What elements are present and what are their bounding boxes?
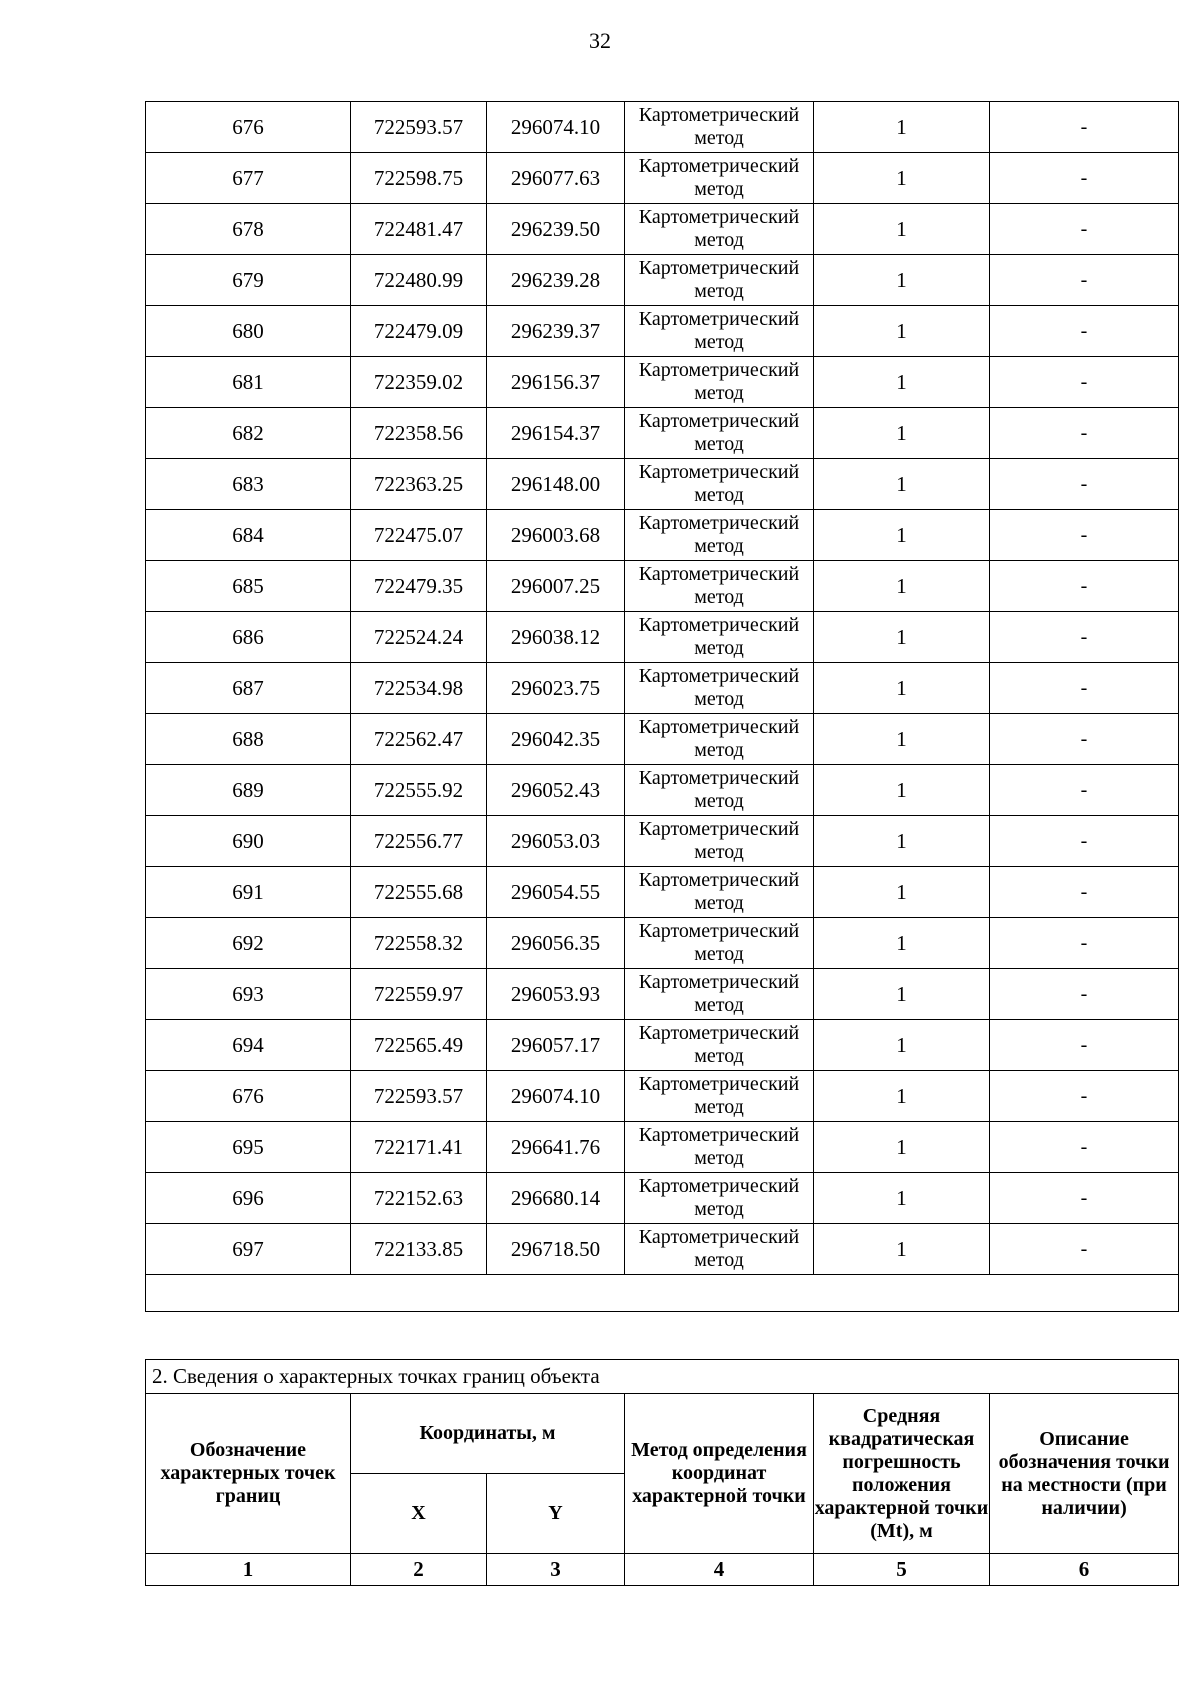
cell-point: 678: [146, 204, 351, 255]
cell-point: 695: [146, 1122, 351, 1173]
cell-error: 1: [814, 1071, 990, 1122]
cell-point: 684: [146, 510, 351, 561]
cell-error: 1: [814, 1224, 990, 1275]
cell-error: 1: [814, 1020, 990, 1071]
table-row: [146, 816, 1179, 867]
cell-y: 296074.10: [487, 102, 625, 153]
cell-error: 1: [814, 204, 990, 255]
cell-error: 1: [814, 153, 990, 204]
cell-description: -: [990, 612, 1179, 663]
cell-x: 722524.24: [351, 612, 487, 663]
cell-x: 722558.32: [351, 918, 487, 969]
cell-error: 1: [814, 408, 990, 459]
cell-method: Картометрический метод: [625, 663, 814, 714]
cell-x: 722598.75: [351, 153, 487, 204]
header-point: Обозначение характерных точек границ: [146, 1394, 351, 1554]
cell-description: -: [990, 204, 1179, 255]
table-row: [146, 612, 1179, 663]
cell-x: 722565.49: [351, 1020, 487, 1071]
cell-method: Картометрический метод: [625, 255, 814, 306]
cell-method: Картометрический метод: [625, 1224, 814, 1275]
page-number: 32: [589, 28, 611, 53]
column-number: 1: [146, 1554, 351, 1586]
table-row: [146, 1224, 1179, 1275]
cell-x: 722152.63: [351, 1173, 487, 1224]
header-x: X: [351, 1474, 487, 1554]
cell-y: 296154.37: [487, 408, 625, 459]
cell-description: -: [990, 969, 1179, 1020]
cell-point: 697: [146, 1224, 351, 1275]
table-row: [146, 102, 1179, 153]
cell-point: 681: [146, 357, 351, 408]
header-y: Y: [487, 1474, 625, 1554]
table-row: [146, 1020, 1179, 1071]
cell-error: 1: [814, 816, 990, 867]
cell-error: 1: [814, 561, 990, 612]
cell-point: 689: [146, 765, 351, 816]
table-row: [146, 357, 1179, 408]
cell-x: 722562.47: [351, 714, 487, 765]
cell-method: Картометрический метод: [625, 1020, 814, 1071]
table-row: [146, 714, 1179, 765]
cell-y: 296057.17: [487, 1020, 625, 1071]
cell-point: 696: [146, 1173, 351, 1224]
cell-error: 1: [814, 918, 990, 969]
cell-x: 722556.77: [351, 816, 487, 867]
column-number: 4: [625, 1554, 814, 1586]
cell-point: 686: [146, 612, 351, 663]
cell-error: 1: [814, 765, 990, 816]
cell-error: 1: [814, 1122, 990, 1173]
cell-error: 1: [814, 510, 990, 561]
cell-point: 679: [146, 255, 351, 306]
cell-method: Картометрический метод: [625, 918, 814, 969]
cell-y: 296007.25: [487, 561, 625, 612]
cell-point: 691: [146, 867, 351, 918]
cell-point: 677: [146, 153, 351, 204]
table-row: [146, 408, 1179, 459]
cell-error: 1: [814, 663, 990, 714]
cell-error: 1: [814, 255, 990, 306]
header-coordinates: Координаты, м: [351, 1394, 625, 1474]
cell-y: 296054.55: [487, 867, 625, 918]
cell-method: Картометрический метод: [625, 969, 814, 1020]
cell-method: Картометрический метод: [625, 816, 814, 867]
cell-point: 693: [146, 969, 351, 1020]
cell-method: Картометрический метод: [625, 357, 814, 408]
cell-point: 682: [146, 408, 351, 459]
cell-error: 1: [814, 969, 990, 1020]
section2-table: [145, 1359, 1179, 1586]
cell-description: -: [990, 1173, 1179, 1224]
cell-method: Картометрический метод: [625, 765, 814, 816]
table-row: [146, 510, 1179, 561]
header-description: Описание обозначения точки на местности (при наличии): [990, 1394, 1179, 1554]
table-row: [146, 561, 1179, 612]
empty-cell: [146, 1275, 1179, 1312]
cell-error: 1: [814, 357, 990, 408]
cell-description: -: [990, 714, 1179, 765]
cell-x: 722534.98: [351, 663, 487, 714]
table-row: [146, 1071, 1179, 1122]
cell-point: 680: [146, 306, 351, 357]
cell-method: Картометрический метод: [625, 408, 814, 459]
cell-method: Картометрический метод: [625, 306, 814, 357]
cell-y: 296239.37: [487, 306, 625, 357]
table-row: [146, 918, 1179, 969]
cell-point: 685: [146, 561, 351, 612]
cell-description: -: [990, 510, 1179, 561]
header-method: Метод определения координат характерной точки: [625, 1394, 814, 1554]
table-row: [146, 1122, 1179, 1173]
cell-error: 1: [814, 459, 990, 510]
table-row: [146, 867, 1179, 918]
cell-error: 1: [814, 1173, 990, 1224]
table-row: [146, 969, 1179, 1020]
cell-method: Картометрический метод: [625, 714, 814, 765]
cell-method: Картометрический метод: [625, 612, 814, 663]
cell-y: 296042.35: [487, 714, 625, 765]
cell-error: 1: [814, 102, 990, 153]
cell-description: -: [990, 867, 1179, 918]
cell-description: -: [990, 153, 1179, 204]
cell-description: -: [990, 1071, 1179, 1122]
cell-point: 692: [146, 918, 351, 969]
cell-method: Картометрический метод: [625, 1173, 814, 1224]
cell-description: -: [990, 459, 1179, 510]
cell-point: 694: [146, 1020, 351, 1071]
cell-x: 722359.02: [351, 357, 487, 408]
cell-x: 722171.41: [351, 1122, 487, 1173]
cell-method: Картометрический метод: [625, 204, 814, 255]
cell-x: 722593.57: [351, 102, 487, 153]
cell-description: -: [990, 765, 1179, 816]
cell-description: -: [990, 357, 1179, 408]
cell-x: 722480.99: [351, 255, 487, 306]
coordinates-table: [145, 101, 1179, 1312]
cell-method: Картометрический метод: [625, 867, 814, 918]
table-row: [146, 255, 1179, 306]
table-row: [146, 204, 1179, 255]
column-number: 6: [990, 1554, 1179, 1586]
cell-y: 296239.28: [487, 255, 625, 306]
column-number: 2: [351, 1554, 487, 1586]
cell-x: 722475.07: [351, 510, 487, 561]
cell-error: 1: [814, 612, 990, 663]
cell-description: -: [990, 408, 1179, 459]
table-row: [146, 1173, 1179, 1224]
cell-y: 296056.35: [487, 918, 625, 969]
cell-error: 1: [814, 714, 990, 765]
cell-x: 722358.56: [351, 408, 487, 459]
cell-description: -: [990, 561, 1179, 612]
cell-description: -: [990, 306, 1179, 357]
column-number: 5: [814, 1554, 990, 1586]
cell-method: Картометрический метод: [625, 153, 814, 204]
coordinates-table-body: [146, 102, 1179, 1312]
cell-description: -: [990, 255, 1179, 306]
cell-y: 296156.37: [487, 357, 625, 408]
cell-x: 722479.09: [351, 306, 487, 357]
cell-method: Картометрический метод: [625, 1122, 814, 1173]
cell-y: 296023.75: [487, 663, 625, 714]
cell-point: 687: [146, 663, 351, 714]
cell-x: 722555.92: [351, 765, 487, 816]
cell-y: 296052.43: [487, 765, 625, 816]
cell-description: -: [990, 918, 1179, 969]
cell-y: 296239.50: [487, 204, 625, 255]
cell-y: 296038.12: [487, 612, 625, 663]
cell-point: 676: [146, 102, 351, 153]
cell-x: 722481.47: [351, 204, 487, 255]
cell-x: 722479.35: [351, 561, 487, 612]
table-row: [146, 459, 1179, 510]
cell-error: 1: [814, 867, 990, 918]
cell-x: 722363.25: [351, 459, 487, 510]
cell-point: 676: [146, 1071, 351, 1122]
cell-y: 296074.10: [487, 1071, 625, 1122]
table-row: [146, 663, 1179, 714]
cell-y: 296148.00: [487, 459, 625, 510]
cell-method: Картометрический метод: [625, 510, 814, 561]
cell-x: 722133.85: [351, 1224, 487, 1275]
cell-method: Картометрический метод: [625, 1071, 814, 1122]
table-row: [146, 306, 1179, 357]
cell-y: 296053.93: [487, 969, 625, 1020]
cell-y: 296003.68: [487, 510, 625, 561]
cell-point: 690: [146, 816, 351, 867]
cell-y: 296641.76: [487, 1122, 625, 1173]
table-row: [146, 153, 1179, 204]
header-error: Средняя квадратическая погрешность положения характерной точки (Mt), м: [814, 1394, 990, 1554]
cell-y: 296077.63: [487, 153, 625, 204]
cell-x: 722555.68: [351, 867, 487, 918]
cell-description: -: [990, 1020, 1179, 1071]
cell-point: 683: [146, 459, 351, 510]
cell-description: -: [990, 1122, 1179, 1173]
cell-description: -: [990, 663, 1179, 714]
table-row: [146, 765, 1179, 816]
cell-x: 722559.97: [351, 969, 487, 1020]
cell-method: Картометрический метод: [625, 102, 814, 153]
cell-method: Картометрический метод: [625, 459, 814, 510]
cell-description: -: [990, 102, 1179, 153]
cell-x: 722593.57: [351, 1071, 487, 1122]
empty-row: [146, 1275, 1179, 1312]
column-number: 3: [487, 1554, 625, 1586]
cell-y: 296718.50: [487, 1224, 625, 1275]
cell-method: Картометрический метод: [625, 561, 814, 612]
cell-error: 1: [814, 306, 990, 357]
cell-y: 296680.14: [487, 1173, 625, 1224]
cell-description: -: [990, 1224, 1179, 1275]
section2-title: 2. Сведения о характерных точках границ объекта: [146, 1360, 1179, 1394]
cell-point: 688: [146, 714, 351, 765]
cell-y: 296053.03: [487, 816, 625, 867]
cell-description: -: [990, 816, 1179, 867]
